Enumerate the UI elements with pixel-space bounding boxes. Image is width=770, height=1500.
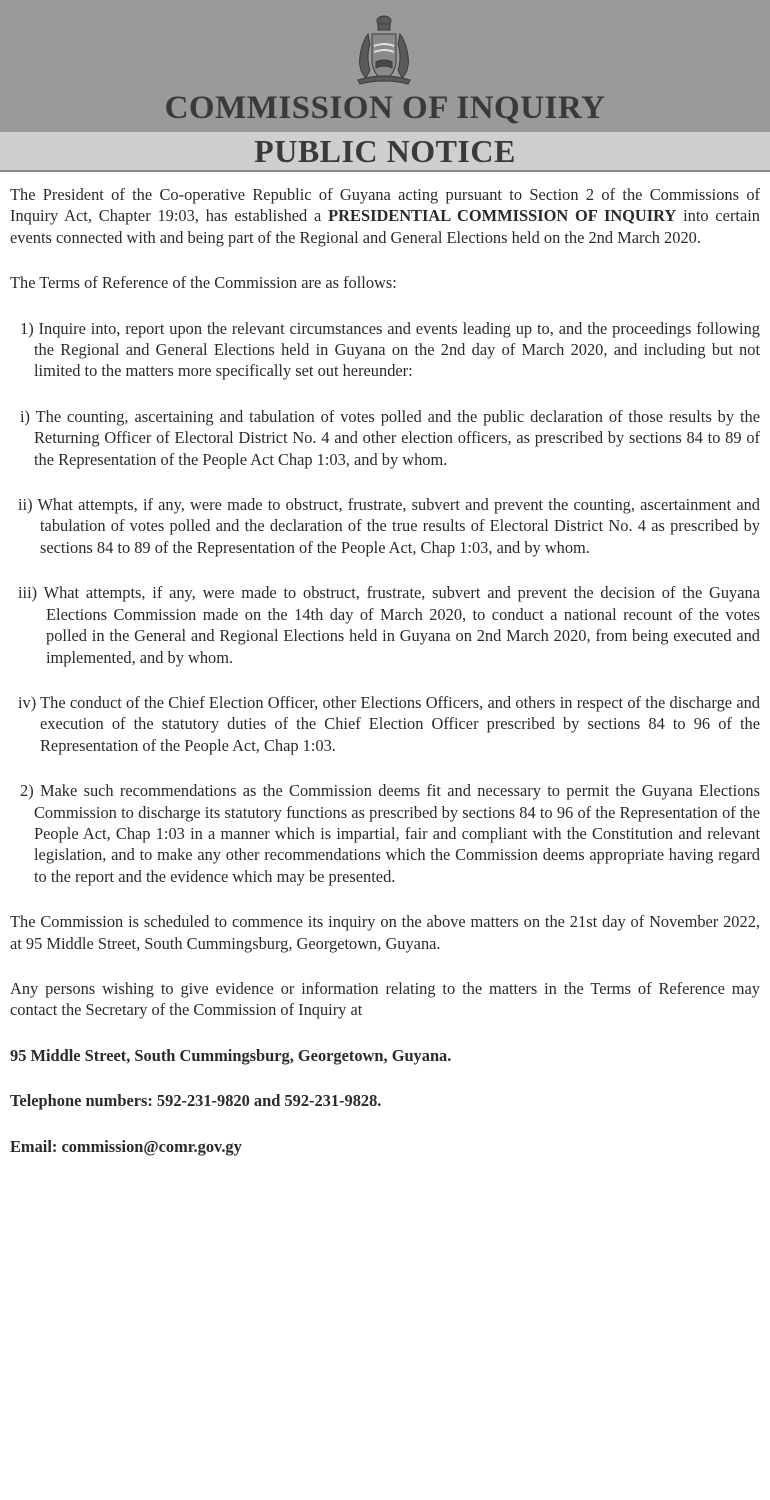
coat-of-arms-icon — [348, 12, 420, 88]
intro-commission-name: PRESIDENTIAL COMMISSION OF INQUIRY — [328, 206, 677, 226]
contact-telephone: Telephone numbers: 592-231-9820 and 592-231-9828. — [10, 1091, 382, 1111]
term-2: 2) Make such recommendations as the Commission deems fit and necessary to permit the Guyana Elections Commission to discharge its statutory functions as prescribed by sections 84 to 96 of the Representation of the People Act, Chap 1:03 in a manner which is impartial, fair and compliant with the Constitution and relevant legislation, and to make any other recommendations which the Commission deems appropriate having regard to the report and the evidence which may be presented. — [20, 781, 760, 886]
term-ii: ii) What attempts, if any, were made to obstruct, frustrate, subvert and prevent the counting, ascertainment and tabulation of votes polled and the declaration of the true results of Electoral District No. 4 as prescribed by sections 84 to 89 of the Representation of the People Act, Chap 1:03, and by whom. — [18, 495, 760, 557]
notice-header — [0, 0, 770, 132]
term-i: i) The counting, ascertaining and tabulation of votes polled and the public declaration of those results by the Returning Officer of Electoral District No. 4 and other election officers, as prescribed by sections 84 to 89 of the Representation of the People Act Chap 1:03, and by whom. — [20, 406, 760, 469]
page-subtitle: PUBLIC NOTICE — [254, 133, 516, 169]
notice-body — [0, 172, 770, 1157]
schedule-paragraph: The Commission is scheduled to commence its inquiry on the above matters on the 21st day of November 2022, at 95 Middle Street, South Cummingsburg, Georgetown, Guyana. — [10, 912, 760, 953]
invite-paragraph: Any persons wishing to give evidence or information relating to the matters in the Terms of Reference may contact the Secretary of the Commission of Inquiry at — [10, 978, 760, 1020]
term-iii: iii) What attempts, if any, were made to obstruct, frustrate, subvert and prevent the decision of the Guyana Elections Commission made on the 14th day of March 2020, to conduct a national recount of the votes polled in the General and Regional Elections held in Guyana on 2nd March 2020, from being executed and implemented, and by whom. — [18, 583, 760, 667]
intro-paragraph — [10, 184, 760, 248]
term-1: 1) Inquire into, report upon the relevant circumstances and events leading up to, and the proceedings following the Regional and General Elections held in Guyana on the 2nd day of March 2020, and including but not limited to the matters more specifically set out hereunder: — [20, 318, 760, 381]
intro-text-3: into certain events connected with and being part of the Regional and General Elections held on the 2nd March 2020. — [10, 206, 760, 247]
contact-email[interactable]: Email: commission@comr.gov.gy — [10, 1136, 242, 1156]
page-title: COMMISSION OF INQUIRY — [164, 90, 606, 126]
terms-heading: The Terms of Reference of the Commission are as follows: — [10, 273, 397, 293]
term-iv: iv) The conduct of the Chief Election Officer, other Elections Officers, and others in respect of the discharge and execution of the statutory duties of the Chief Election Officer prescribed by sections 84 to 96 of the Representation of the People Act, Chap 1:03. — [18, 692, 760, 755]
intro-text-1: The President of the Co-operative Republic of Guyana acting pursuant to Section 2 of the Commissions of Inquiry Act, Chapter 19:03, has established a — [10, 185, 760, 226]
contact-address: 95 Middle Street, South Cummingsburg, Georgetown, Guyana. — [10, 1045, 452, 1065]
subtitle-bar — [0, 132, 770, 172]
